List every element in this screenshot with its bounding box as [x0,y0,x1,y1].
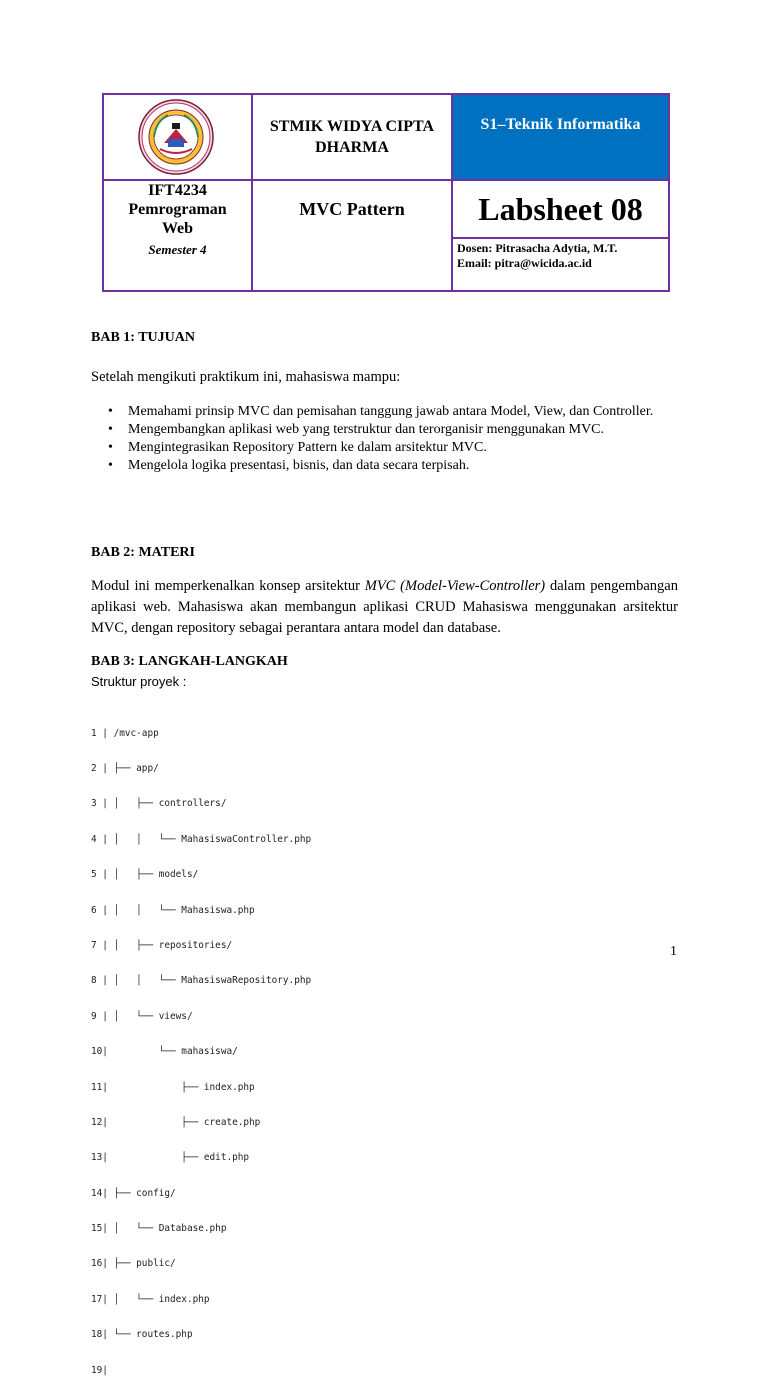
bab1-title: BAB 1: TUJUAN [91,330,195,345]
objectives-list [108,403,668,475]
university-seal-icon [138,99,214,175]
paragraph-italic: MVC (Model-View-Controller) [364,578,546,594]
labsheet-title: Labsheet 08 [478,190,643,227]
code-line: 5 | │ ├── models/ [91,869,199,881]
code-line: 13| ├── edit.php [91,1152,250,1164]
code-line: 8 | │ │ └── MahasiswaRepository.php [91,975,312,987]
code-line: 10| └── mahasiswa/ [91,1046,238,1058]
program-name: S1–Teknik Informatika [453,95,668,179]
code-line: 15| │ └── Database.php [91,1223,227,1235]
course-name: Pemrograman Web [128,201,227,237]
code-line: 18| └── routes.php [91,1329,193,1341]
list-item: • Mengembangkan aplikasi web yang terstruktur dan terorganisir menggunakan MVC. [108,421,668,439]
paragraph-text: dalam pengembangan aplikasi web. Mahasiswa akan membangun aplikasi CRUD Mahasiswa menggunakan arsitektur MVC, dengan repository sebagai perantara antara model dan database. [91,578,678,636]
code-line: 6 | │ │ └── Mahasiswa.php [91,904,255,916]
course-info [104,181,251,237]
code-line: 16| ├── public/ [91,1258,176,1270]
code-line: 7 | │ ├── repositories/ [91,939,233,951]
code-line: 2 | ├── app/ [91,762,159,774]
lecturer-info [457,239,667,289]
project-structure-code [91,704,311,1388]
topic-title: MVC Pattern [299,198,405,219]
code-line: 14| ├── config/ [91,1187,176,1199]
code-line: 11| ├── index.php [91,1081,255,1093]
list-item: • Memahami prinsip MVC dan pemisahan tanggung jawab antara Model, View, dan Controller. [108,403,668,421]
code-line: 17| │ └── index.php [91,1293,210,1305]
list-item: • Mengelola logika presentasi, bisnis, dan data secara terpisah. [108,457,668,475]
list-item: • Mengintegrasikan Repository Pattern ke dalam arsitektur MVC. [108,439,668,457]
bab2-paragraph [91,576,678,639]
paragraph-text: Modul ini memperkenalkan konsep arsitektur [91,578,365,594]
bab2-title: BAB 2: MATERI [91,545,195,560]
bab3-title: BAB 3: LANGKAH-LANGKAH [91,654,288,669]
code-line: 4 | │ │ └── MahasiswaController.php [91,833,312,845]
code-line: 3 | │ ├── controllers/ [91,798,227,810]
bab1-intro: Setelah mengikuti praktikum ini, mahasiswa mampu: [91,369,401,385]
lecturer-email: Email: pitra@wicida.ac.id [457,256,592,270]
course-code: IFT4234 [148,182,207,199]
institution-name: STMIK WIDYA CIPTA DHARMA [269,118,435,156]
code-line: 12| ├── create.php [91,1116,261,1128]
header-table [102,93,670,292]
code-line: 19| [91,1364,108,1376]
code-line: 1 | /mvc-app [91,727,159,739]
code-line: 9 | │ └── views/ [91,1010,193,1022]
lecturer-name: Dosen: Pitrasacha Adytia, M.T. [457,241,618,255]
logo-cell [104,95,251,179]
page-number: 1 [670,944,677,959]
semester: Semester 4 [148,242,207,257]
bab3-subtitle: Struktur proyek : [91,674,187,689]
